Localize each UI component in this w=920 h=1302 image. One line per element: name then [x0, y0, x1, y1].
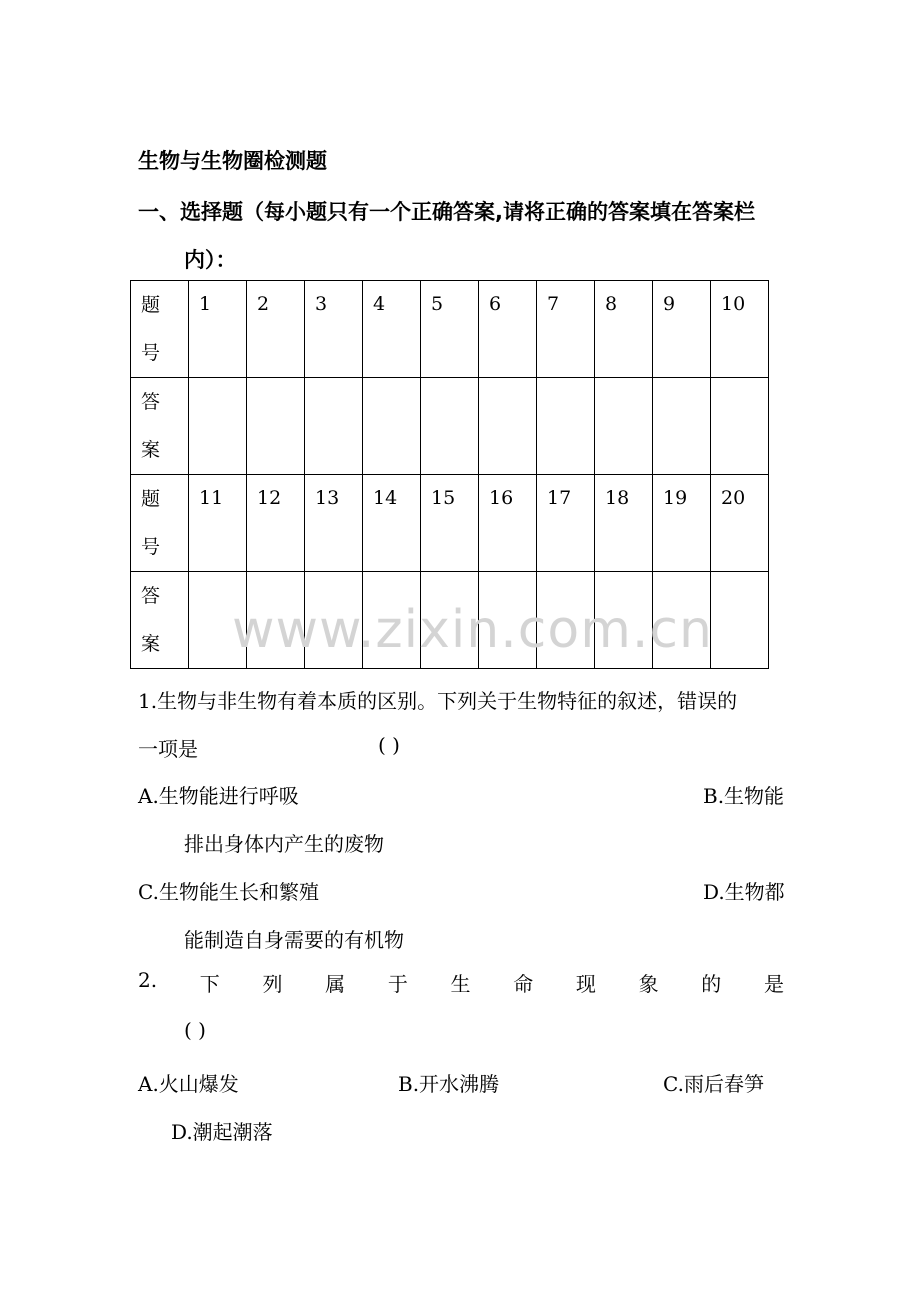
answer-cell[interactable]	[479, 378, 537, 475]
question-number-cell: 11	[189, 475, 247, 572]
section-heading-cont: 内）：	[184, 248, 237, 272]
row-label-number: 题 号	[131, 281, 189, 378]
q2-option-a[interactable]: A.火山爆发	[138, 1072, 239, 1096]
answer-cell[interactable]	[595, 378, 653, 475]
q1-stem-line1: 1.生物与非生物有着本质的区别。下列关于生物特征的叙述，错误的	[138, 689, 738, 713]
question-number-cell: 7	[537, 281, 595, 378]
answer-cell[interactable]	[421, 378, 479, 475]
row-label-number: 题 号	[131, 475, 189, 572]
question-number-cell: 4	[363, 281, 421, 378]
question-number-cell: 2	[247, 281, 305, 378]
answer-cell[interactable]	[711, 572, 769, 669]
table-row-numbers-2	[131, 475, 769, 572]
section-heading: 一、选择题（每小题只有一个正确答案,请将正确的答案填在答案栏	[138, 200, 755, 224]
watermark: www.zixin.com.cn	[232, 600, 713, 660]
q1-option-b-cont: 排出身体内产生的废物	[184, 832, 384, 856]
question-number-cell: 6	[479, 281, 537, 378]
answer-cell[interactable]	[247, 378, 305, 475]
q1-option-d[interactable]: D.生物都	[703, 880, 785, 904]
q1-stem-line2: 一项是	[138, 737, 198, 761]
row-label-answer: 答 案	[131, 572, 189, 669]
question-number-cell: 20	[711, 475, 769, 572]
q1-option-d-cont: 能制造自身需要的有机物	[184, 928, 404, 952]
q2-answer-blank[interactable]: ( )	[184, 1018, 206, 1042]
question-number-cell: 1	[189, 281, 247, 378]
question-number-cell: 10	[711, 281, 769, 378]
row-label-answer: 答 案	[131, 378, 189, 475]
question-number-cell: 17	[537, 475, 595, 572]
table-row-numbers-1	[131, 281, 769, 378]
answer-cell[interactable]	[711, 378, 769, 475]
question-number-cell: 16	[479, 475, 537, 572]
q1-option-c[interactable]: C.生物能生长和繁殖	[138, 880, 319, 904]
question-number-cell: 8	[595, 281, 653, 378]
q2-option-c[interactable]: C.雨后春笋	[663, 1072, 764, 1096]
question-number-cell: 13	[305, 475, 363, 572]
question-number-cell: 19	[653, 475, 711, 572]
answer-cell[interactable]	[653, 378, 711, 475]
question-number-cell: 12	[247, 475, 305, 572]
q2-stem: 2. 下 列 属 于 生 命 现 象 的 是	[138, 968, 784, 996]
page-title: 生物与生物圈检测题	[138, 149, 327, 173]
q1-option-a[interactable]: A.生物能进行呼吸	[138, 784, 299, 808]
answer-cell[interactable]	[363, 378, 421, 475]
question-number-cell: 18	[595, 475, 653, 572]
question-number-cell: 14	[363, 475, 421, 572]
question-number-cell: 5	[421, 281, 479, 378]
answer-cell[interactable]	[537, 378, 595, 475]
question-number-cell: 3	[305, 281, 363, 378]
q2-option-b[interactable]: B.开水沸腾	[398, 1072, 500, 1096]
q2-option-d[interactable]: D.潮起潮落	[171, 1120, 273, 1144]
answer-cell[interactable]	[189, 378, 247, 475]
table-row-answers-1	[131, 378, 769, 475]
answer-cell[interactable]	[305, 378, 363, 475]
q1-answer-blank[interactable]: ( )	[378, 733, 400, 757]
question-number-cell: 15	[421, 475, 479, 572]
question-number-cell: 9	[653, 281, 711, 378]
q1-option-b[interactable]: B.生物能	[703, 784, 785, 808]
